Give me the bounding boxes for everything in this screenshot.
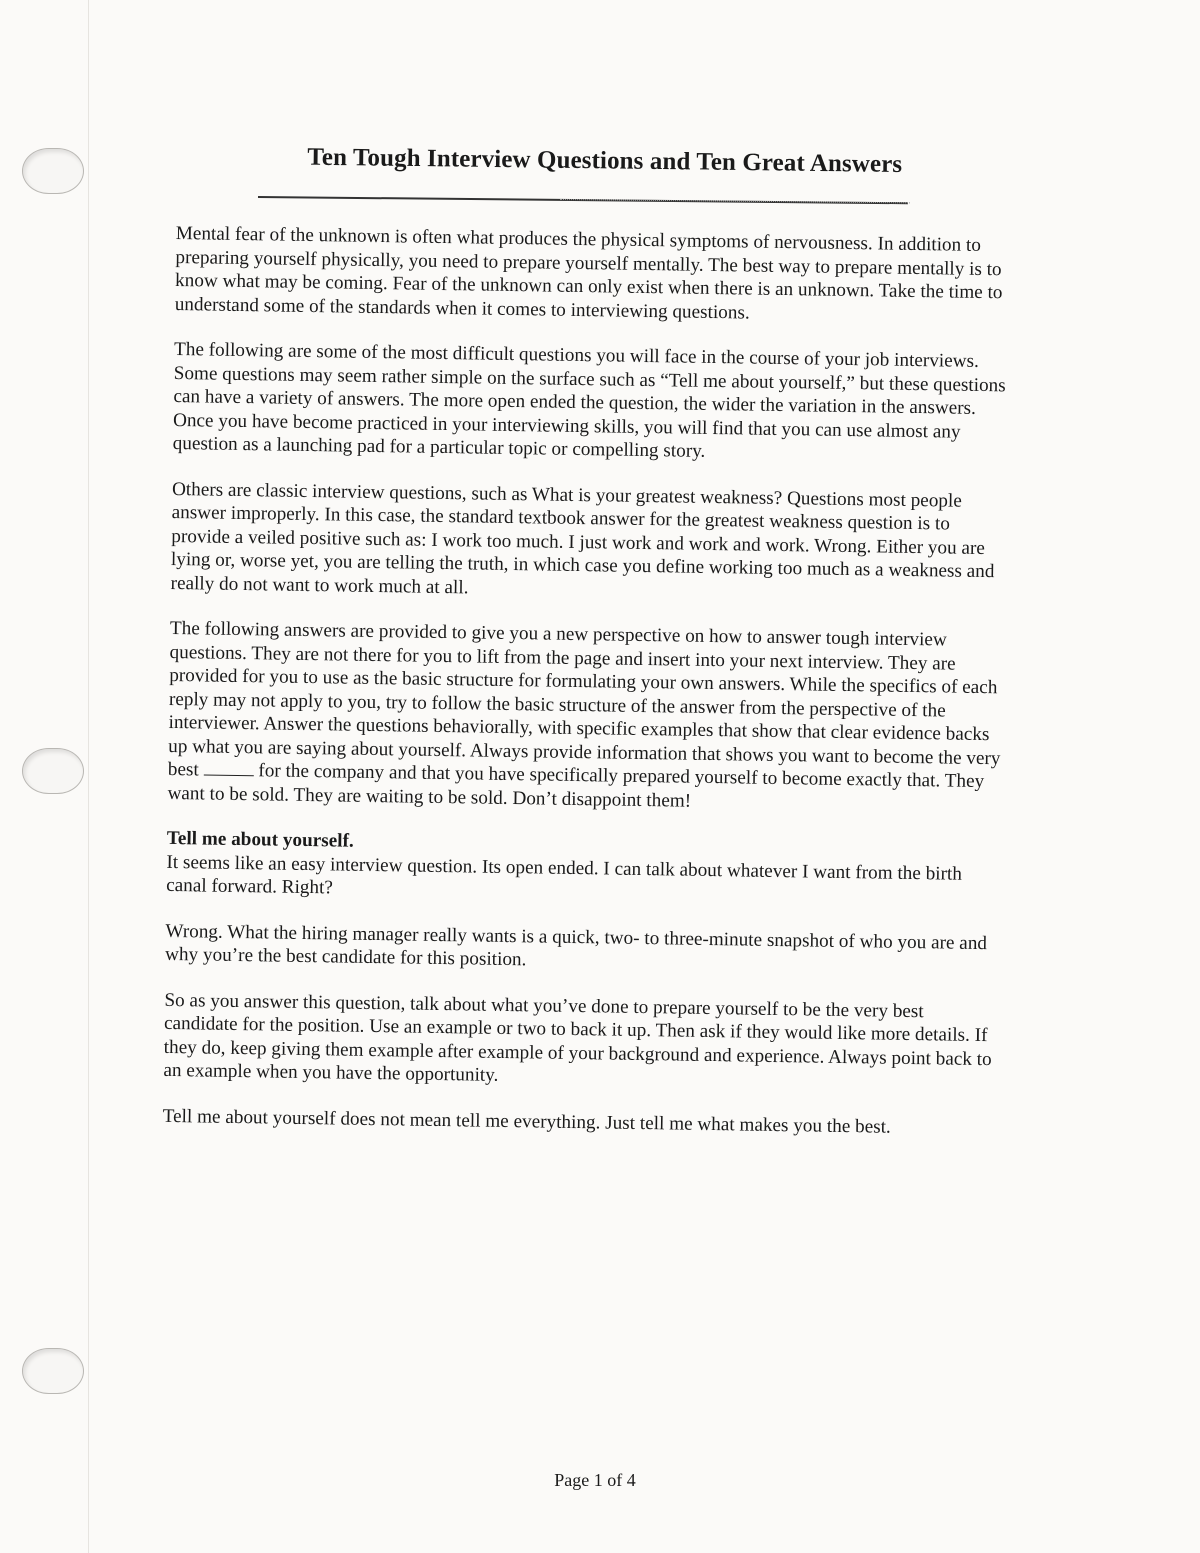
section-intro: It seems like an easy interview question. Its open ended. I can talk about whatever I want from the birth canal forward. Right? bbox=[166, 851, 963, 899]
paragraph-answers-text-before: The following answers are provided to give you a new perspective on how to answer tough interview questions. They are not there for you to lift from the page and insert into your next interview. They are provided for you to use as the basic structure for formulating your own answers. While the specifics of each reply may not apply to you, try to follow the basic structure of the answer from the perspective of the interviewer. Answer the questions behaviorally, with specific examples that show that clear evidence backs up what you are saying about yourself. Always provide information that shows you want to become the very best bbox=[167, 617, 1001, 781]
paragraph-difficult-questions: The following are some of the most difficult questions you will face in the course of your job interviews. Some questions may seem rather simple on the surface such as “Tell me about yourself,” but these questions can have a variety of answers. The more open ended the question, the wider the variation in the answers. Once you have become practiced in your interviewing skills, you will find that you can use almost any question as a launching pad for a particular topic or compelling story. bbox=[172, 338, 1006, 462]
fill-in-blank bbox=[204, 760, 254, 776]
punch-hole-top bbox=[22, 148, 84, 194]
document-body bbox=[162, 222, 1012, 1162]
section-tell-me-about-yourself bbox=[166, 827, 1003, 910]
page-edge-line bbox=[88, 0, 89, 1553]
document-title: Ten Tough Interview Questions and Ten Great Answers bbox=[307, 143, 903, 178]
section-heading: Tell me about yourself. bbox=[166, 827, 354, 852]
punch-hole-bottom bbox=[22, 1348, 84, 1394]
section-paragraph-wrong: Wrong. What the hiring manager really wants is a quick, two- to three-minute snapshot of who you are and why you’re the best candidate for this position. bbox=[164, 920, 988, 971]
page-number: Page 1 of 4 bbox=[554, 1470, 636, 1490]
section-paragraph-closing: Tell me about yourself does not mean tell me everything. Just tell me what makes you the best. bbox=[162, 1105, 891, 1138]
paragraph-answers-perspective bbox=[167, 617, 1006, 817]
punch-hole-middle bbox=[22, 748, 84, 794]
paragraph-intro: Mental fear of the unknown is often what produces the physical symptoms of nervousness. In addition to preparing yourself physically, you need to prepare yourself mentally. The best way to prepare mentally is to know what may be coming. Fear of the unknown can only exist when there is an unknown. Take the time to understand some of the standards when it comes to interviewing questions. bbox=[174, 222, 1003, 324]
paragraph-answers-text-after: for the company and that you have specifically prepared yourself to become exactly that. They want to be sold. They are waiting to be sold. Don’t disappoint them! bbox=[167, 760, 985, 812]
paragraph-classic-questions: Others are classic interview questions, such as What is your greatest weakness? Questions most people answer improperly. In this case, the standard textbook answer for the greatest weakness question is to provide a veiled positive such as: I work too much. I just work and work and work. Wrong. Either you are lying or, worse yet, you are telling the truth, in which case you define working too much as a weakness and really do not want to work much at all. bbox=[170, 478, 995, 598]
section-paragraph-answer: So as you answer this question, talk about what you’ve done to prepare yourself to be the very best candidate for the position. Use an example or two to back it up. Then ask if they would like more details. If they do, keep giving them example after example of your background and experience. Always point back to an example when you have the opportunity. bbox=[163, 989, 992, 1086]
